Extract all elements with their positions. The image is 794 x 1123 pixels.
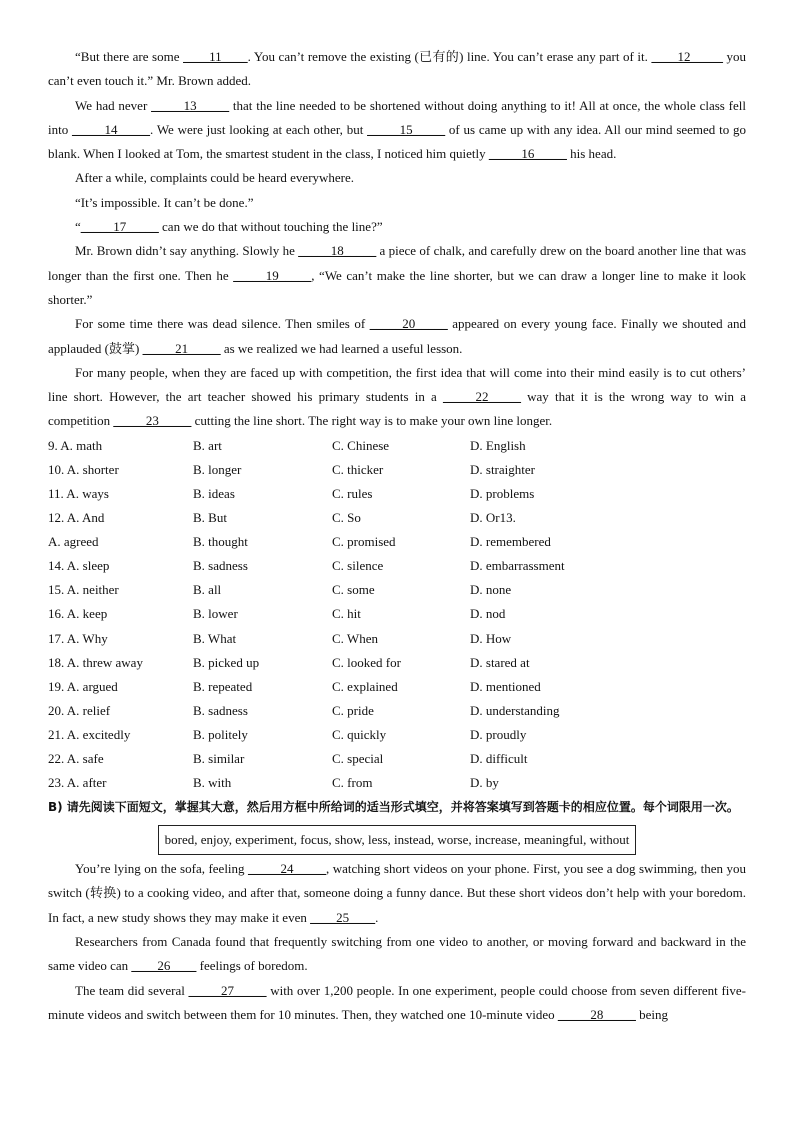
option-choice: B. repeated [193,678,253,694]
option-choice: D. mentioned [470,678,541,694]
option-choice: 17. A. Why [48,630,108,646]
option-row [48,578,746,602]
passage-text: way that it is the wrong way to win a competition [48,389,746,429]
option-choice: 15. A. neither [48,582,119,598]
passage-text: , watching short videos on your phone. First, you see a dog swimming, then you switch (转换) to a cooking video, and after that, someone doing a funny dance. But these short videos don’t help with your boredom. In fact, a new study shows they may make it even [48,861,746,925]
option-choice: C. So [332,510,361,526]
passage-text: Mr. Brown didn’t say anything. Slowly he [75,243,299,259]
passage-text: appeared on every young face. Finally we shouted and applauded (鼓掌) [48,316,747,356]
reading-passage-b [48,857,746,1027]
option-row [48,602,746,626]
passage-paragraph [48,215,746,239]
option-choice: 18. A. threw away [48,654,143,670]
option-choice: D. proudly [470,726,527,742]
option-row [48,554,746,578]
answer-blank: _____27_____ [188,982,267,998]
answer-blank: ____11____ [183,49,248,64]
passage-text: We had never [75,97,152,113]
option-choice: B. picked up [193,654,260,670]
option-choice: B. sadness [193,702,248,718]
option-choice: 9. A. math [48,437,103,453]
option-row [48,482,746,506]
passage-text: “But there are some [75,49,184,64]
answer-blank: _____23_____ [113,413,192,429]
passage-text: as we realized we had learned a useful lesson. [220,340,463,356]
passage-text: “It’s impossible. It can’t be done.” [75,194,254,210]
option-choice: 22. A. safe [48,750,104,766]
option-row [48,747,746,771]
passage-text: “ [75,219,81,235]
answer-blank: ____12_____ [651,49,723,64]
option-row [48,434,746,458]
option-choice: 14. A. sleep [48,558,110,574]
option-row [48,699,746,723]
option-choice: B. similar [193,750,245,766]
answer-blank: ____25____ [310,909,376,925]
options-list [48,434,746,795]
option-choice: C. thicker [332,461,384,477]
option-choice: C. some [332,582,375,598]
answer-blank: _____15_____ [367,121,446,137]
answer-blank: _____22_____ [442,389,521,405]
passage-text: . We were just looking at each other, but [150,121,368,137]
document-page [48,45,746,1027]
option-choice: 19. A. argued [48,678,118,694]
word-box: bored, enjoy, experiment, focus, show, less, instead, worse, increase, meaningful, without [158,825,637,855]
option-choice: C. from [332,775,373,791]
answer-blank: _____14_____ [72,121,151,137]
passage-paragraph [48,857,746,930]
option-choice: D. problems [470,485,535,501]
option-choice: B. lower [193,606,238,622]
answer-blank: _____13_____ [151,97,230,113]
option-choice: 20. A. relief [48,702,111,718]
option-choice: B. thought [193,534,248,550]
passage-text: You’re lying on the sofa, feeling [75,861,249,877]
option-choice: B. politely [193,726,248,742]
option-row [48,530,746,554]
answer-blank: _____28_____ [557,1006,636,1022]
option-choice: C. looked for [332,654,401,670]
option-choice: D. remembered [470,534,551,550]
passage-text: that the line needed to be shortened without doing anything to it! All at once, the whole class fell into [48,97,747,137]
option-choice: C. When [332,630,378,646]
passage-text: . [375,909,379,925]
option-choice: A. agreed [48,534,99,550]
option-choice: C. silence [332,558,384,574]
passage-paragraph [48,312,746,361]
option-choice: D. nod [470,606,506,622]
option-choice: D. Or13. [470,510,516,526]
option-choice: 23. A. after [48,775,107,791]
option-row [48,723,746,747]
option-choice: C. quickly [332,726,387,742]
passage-text: being [635,1006,669,1022]
option-choice: C. hit [332,606,361,622]
passage-text: with over 1,200 people. In one experiment, people could choose from seven different five-minute videos and switch between them for 10 minutes. Then, they watched one 10-minute video [48,982,746,1022]
option-choice: C. pride [332,702,374,718]
option-choice: D. difficult [470,750,528,766]
option-row [48,458,746,482]
passage-text: you can’t even touch it.” Mr. Brown added. [48,49,747,89]
passage-text: After a while, complaints could be heard everywhere. [75,170,355,186]
passage-text: . You can’t remove the existing (已有的) line. You can’t erase any part of it. [247,49,652,64]
section-b-heading: B) 请先阅读下面短文，掌握其大意，然后用方框中所给词的适当形式填空，并将答案填写到答题卡的相应位置。每个词限用一次。 [48,800,739,815]
answer-blank: _____20_____ [369,316,448,332]
passage-text: of us came up with any idea. All our mind seemed to go blank. When I looked at Tom, the smartest student in the class, I noticed him quietly [48,121,746,162]
option-choice: 10. A. shorter [48,461,119,477]
option-choice: C. explained [332,678,398,694]
option-choice: D. stared at [470,654,530,670]
passage-text: The team did several [75,982,189,998]
answer-blank: ____26____ [131,958,197,974]
option-choice: C. Chinese [332,437,390,453]
option-choice: D. straighter [470,461,535,477]
option-choice: 16. A. keep [48,606,108,622]
answer-blank: _____21_____ [142,340,221,356]
passage-paragraph [48,930,746,979]
passage-text: , “We can’t make the line shorter, but we can draw a longer line to make it look shorter.” [48,267,746,307]
option-choice: B. But [193,510,227,526]
passage-text: his head. [566,146,617,162]
option-choice: C. rules [332,485,373,501]
answer-blank: _____24_____ [248,861,327,877]
option-choice: B. What [193,630,237,646]
option-choice: D. English [470,437,526,453]
passage-paragraph [48,979,746,1028]
option-row [48,771,746,795]
word-box-wrapper [48,825,746,855]
option-choice: C. promised [332,534,396,550]
option-choice: B. with [193,775,232,791]
passage-paragraph [48,94,746,167]
answer-blank: _____17_____ [80,219,159,235]
reading-passage-a [48,45,746,434]
passage-text: For some time there was dead silence. Then smiles of [75,316,370,332]
passage-text: a piece of chalk, and carefully drew on the board another line that was longer than the first one. Then he [48,243,747,283]
option-row [48,651,746,675]
answer-blank: _____18_____ [298,243,377,259]
option-choice: D. embarrassment [470,558,565,574]
option-choice: D. How [470,630,512,646]
option-choice: B. ideas [193,485,235,501]
option-choice: 11. A. ways [48,485,109,501]
passage-paragraph [48,166,746,190]
passage-paragraph [48,191,746,215]
option-choice: B. all [193,582,222,598]
option-choice: B. art [193,437,222,453]
passage-text: can we do that without touching the line?” [158,219,383,235]
option-choice: D. none [470,582,512,598]
passage-text: cutting the line short. The right way is to make your own line longer. [191,413,553,429]
answer-blank: _____19_____ [233,267,312,283]
option-choice: B. longer [193,461,242,477]
passage-paragraph [48,361,746,434]
option-choice: D. by [470,775,499,791]
passage-text: For many people, when they are faced up with competition, the first idea that will come into their mind easily is to cut others’ line short. However, the art teacher showed his primary students in a [48,364,746,405]
option-choice: 12. A. And [48,510,105,526]
option-choice: B. sadness [193,558,248,574]
option-row [48,506,746,530]
option-row [48,627,746,651]
passage-paragraph [48,239,746,312]
option-choice: C. special [332,750,384,766]
option-choice: 21. A. excitedly [48,726,131,742]
option-row [48,675,746,699]
option-choice: D. understanding [470,702,560,718]
passage-text: feelings of boredom. [196,958,308,974]
passage-paragraph [48,45,746,94]
passage-text: Researchers from Canada found that frequently switching from one video to another, or moving forward and backward in the same video can [48,934,746,974]
answer-blank: _____16_____ [488,146,567,162]
